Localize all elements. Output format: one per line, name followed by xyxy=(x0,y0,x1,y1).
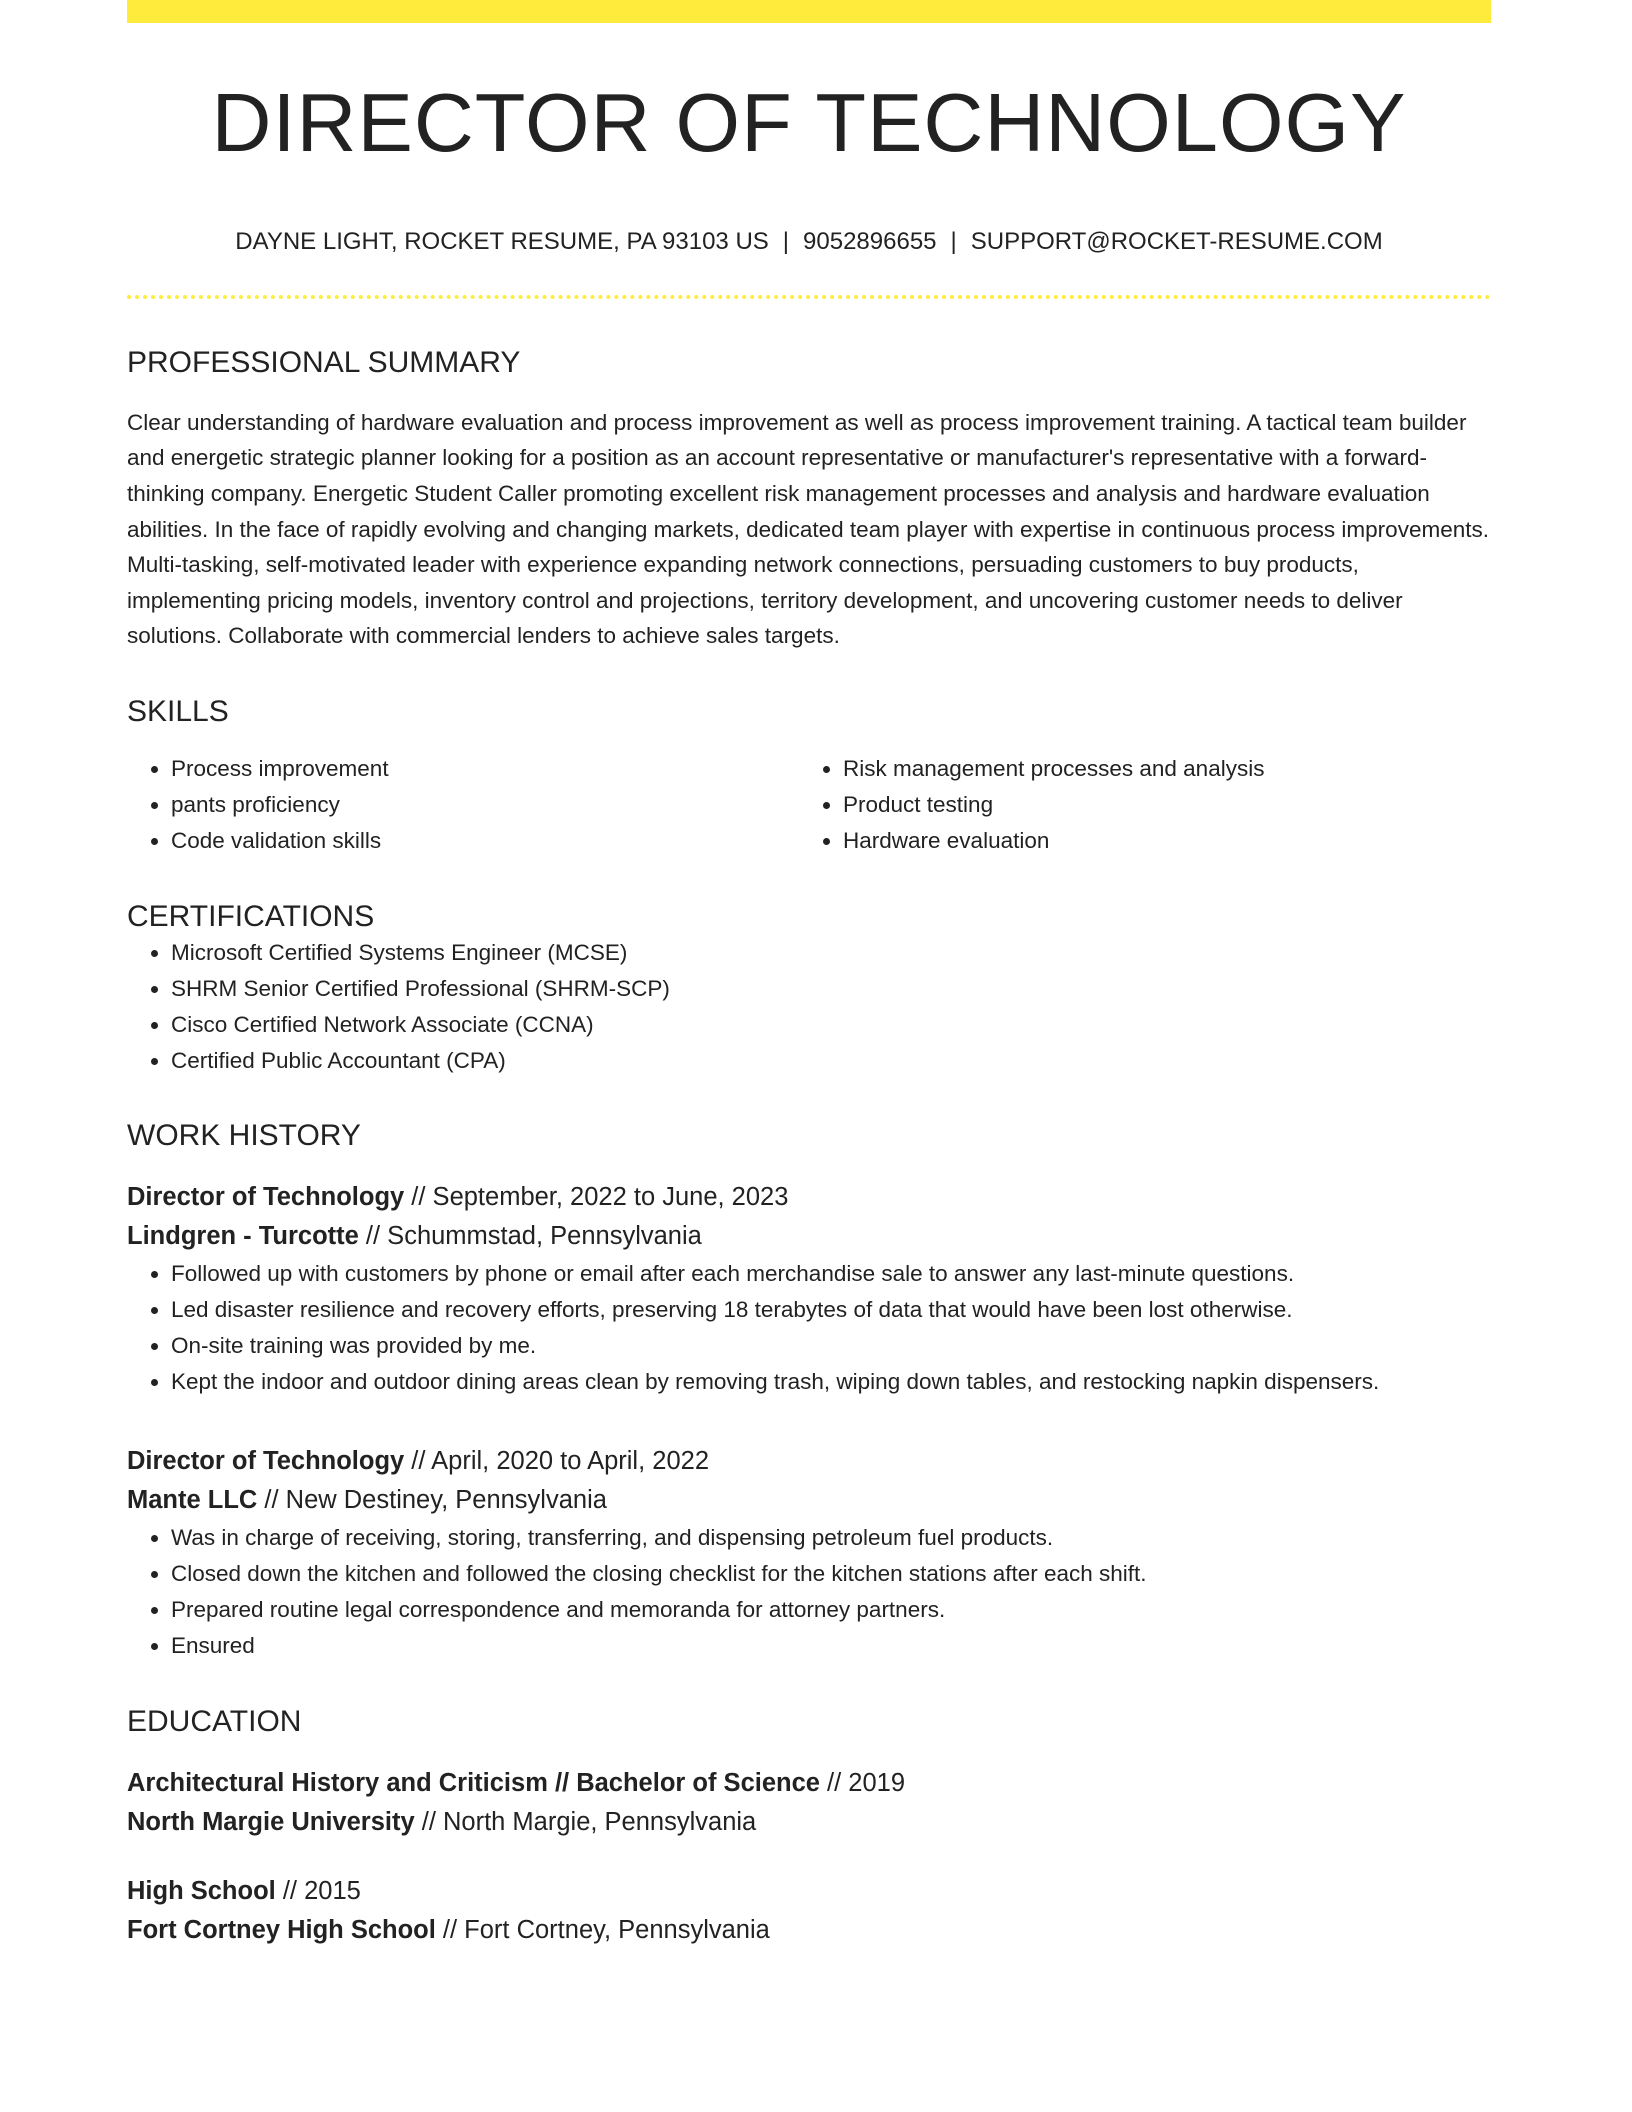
job-bullet: • Closed down the kitchen and followed the closing checklist for the kitchen stations after each shift. xyxy=(171,1556,1491,1592)
job-entry xyxy=(127,1442,1491,1664)
job-bullet: • Followed up with customers by phone or email after each merchandise sale to answer any last-minute questions. xyxy=(171,1256,1491,1292)
contact-address: DAYNE LIGHT, ROCKET RESUME, PA 93103 US xyxy=(235,228,769,255)
certifications-section xyxy=(127,899,1491,1079)
skills-grid xyxy=(127,751,1491,859)
job-bullet: • Led disaster resilience and recovery efforts, preserving 18 terabytes of data that would have been lost otherwise. xyxy=(171,1292,1491,1328)
certification-item: • Microsoft Certified Systems Engineer (MCSE) xyxy=(171,935,1491,971)
contact-separator: | xyxy=(950,228,957,255)
job-dates: // September, 2022 to June, 2023 xyxy=(404,1182,789,1211)
job-bullets xyxy=(127,1256,1491,1400)
summary-section xyxy=(127,345,1491,654)
skill-item: • pants proficiency xyxy=(171,787,799,823)
education-degree: Architectural History and Criticism // Bachelor of Science xyxy=(127,1768,820,1797)
job-bullet: • Was in charge of receiving, storing, transferring, and dispensing petroleum fuel products. xyxy=(171,1520,1491,1556)
skill-item: • Hardware evaluation xyxy=(843,823,1471,859)
skill-item: • Code validation skills xyxy=(171,823,799,859)
skills-section xyxy=(127,694,1491,859)
contact-line xyxy=(127,228,1491,257)
education-degree-line xyxy=(127,1872,1491,1911)
certifications-list xyxy=(127,935,1491,1079)
job-company-line xyxy=(127,1481,1491,1520)
job-bullet: • Ensured xyxy=(171,1628,1491,1664)
education-entry xyxy=(127,1872,1491,1950)
education-school-line xyxy=(127,1803,1491,1842)
summary-text: Clear understanding of hardware evaluation and process improvement as well as process improvement training. A tactical team builder and energetic strategic planner looking for a position as an account representative or manufacturer's representative with a forward-thinking company. Energetic Student Caller promoting excellent risk management processes and analysis and hardware evaluation abilities. In the face of rapidly evolving and changing markets, dedicated team player with expertise in continuous process improvements. Multi-tasking, self-motivated leader with experience expanding network connections, persuading customers to buy products, implementing pricing models, inventory control and projections, territory development, and uncovering customer needs to deliver solutions. Collaborate with commercial lenders to achieve sales targets. xyxy=(127,409,1489,649)
education-heading: EDUCATION xyxy=(127,1704,302,1738)
education-section xyxy=(127,1704,1491,1950)
top-accent-bar xyxy=(127,0,1491,23)
job-location: // New Destiney, Pennsylvania xyxy=(257,1485,607,1514)
skill-item: • Product testing xyxy=(843,787,1471,823)
work-history-heading: WORK HISTORY xyxy=(127,1118,361,1152)
education-degree-line xyxy=(127,1764,1491,1803)
dotted-divider xyxy=(127,295,1491,299)
skills-column-right xyxy=(799,751,1471,859)
education-school: Fort Cortney High School xyxy=(127,1915,436,1944)
certifications-heading: CERTIFICATIONS xyxy=(127,899,375,933)
job-location: // Schummstad, Pennsylvania xyxy=(358,1221,702,1250)
education-year: // 2015 xyxy=(275,1876,361,1905)
job-dates: // April, 2020 to April, 2022 xyxy=(404,1446,709,1475)
skill-item: • Risk management processes and analysis xyxy=(843,751,1471,787)
contact-phone: 9052896655 xyxy=(803,228,937,255)
skill-item: • Process improvement xyxy=(171,751,799,787)
resume-page xyxy=(127,0,1491,1950)
work-history-section xyxy=(127,1118,1491,1664)
education-entry xyxy=(127,1764,1491,1842)
job-company-line xyxy=(127,1217,1491,1256)
education-location: // Fort Cortney, Pennsylvania xyxy=(435,1915,770,1944)
job-title: Director of Technology xyxy=(127,1182,405,1211)
job-company: Lindgren - Turcotte xyxy=(127,1221,359,1250)
education-location: // North Margie, Pennsylvania xyxy=(414,1807,757,1836)
summary-heading: PROFESSIONAL SUMMARY xyxy=(127,345,521,379)
job-bullet: • Kept the indoor and outdoor dining areas clean by removing trash, wiping down tables, and restocking napkin dispensers. xyxy=(171,1364,1491,1400)
certification-item: • Cisco Certified Network Associate (CCNA) xyxy=(171,1007,1491,1043)
job-title: Director of Technology xyxy=(127,1446,405,1475)
job-bullets xyxy=(127,1520,1491,1664)
certification-item: • SHRM Senior Certified Professional (SHRM-SCP) xyxy=(171,971,1491,1007)
skills-heading: SKILLS xyxy=(127,694,229,728)
education-school-line xyxy=(127,1911,1491,1950)
job-title-line xyxy=(127,1178,1491,1217)
education-year: // 2019 xyxy=(819,1768,906,1797)
job-entry xyxy=(127,1178,1491,1400)
certification-item: • Certified Public Accountant (CPA) xyxy=(171,1043,1491,1079)
job-bullet: • On-site training was provided by me. xyxy=(171,1328,1491,1364)
contact-separator: | xyxy=(782,228,790,255)
skills-column-left xyxy=(127,751,799,859)
education-school: North Margie University xyxy=(127,1807,415,1836)
job-bullet: • Prepared routine legal correspondence and memoranda for attorney partners. xyxy=(171,1592,1491,1628)
contact-email: SUPPORT@ROCKET-RESUME.COM xyxy=(970,228,1383,255)
job-title-line xyxy=(127,1442,1491,1481)
education-degree: High School xyxy=(127,1876,276,1905)
job-company: Mante LLC xyxy=(127,1485,258,1514)
resume-title: DIRECTOR OF TECHNOLOGY xyxy=(211,76,1407,169)
